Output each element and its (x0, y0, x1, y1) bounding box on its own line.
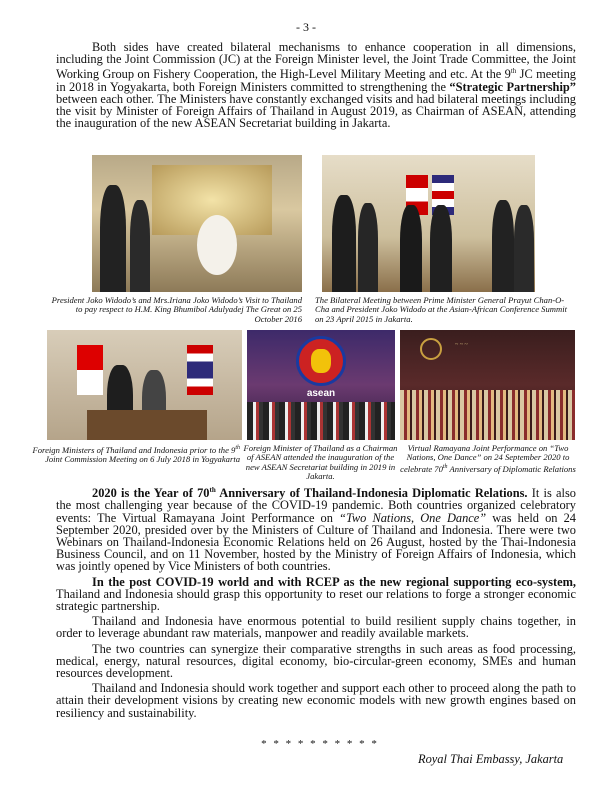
paragraph-supply-chains: Thailand and Indonesia have enormous potential to build resilient supply chains together, in order to leverage abundant raw materials, manpower and readily available markets. (56, 614, 576, 641)
page-number: - 3 - (296, 20, 316, 34)
caption-asean-secretariat: Foreign Minister of Thailand as a Chairman of ASEAN attended the inauguration of the new ASEAN Secretariat building in 2019 in Jakarta. (243, 443, 398, 482)
photo-foreign-ministers (47, 330, 242, 440)
caption-widodo-visit: President Joko Widodo’s and Mrs.Iriana Joko Widodo’s Visit to Thailand to pay respect to H.M. King Bhumibol Adulyadej The Great on 25 October 2016 (51, 295, 302, 324)
paragraph-bilateral-mechanisms: Both sides have created bilateral mechanisms to enhance cooperation in all dimensions, including the Joint Commission (JC) at the Foreign Minister level, the Joint Trade Committee, the Joint Working Group on Fishery Cooperation, the High-Level Military Meeting and etc. At the 9th JC meeting in 2018 in Yogyakarta, both Foreign Ministers committed to strengthening the “Strategic Partnership” between each other. The Ministers have constantly exchanged visits and had bilateral meetings including the visit by Minister of Foreign Affairs of Thailand in August 2019, as Chairman of ASEAN, attending the inauguration of the new ASEAN Secretariat building in Jakarta. (56, 40, 577, 131)
caption-bilateral-meeting: The Bilateral Meeting between Prime Minister General Prayut Chan-O-Cha and President Joko Widodo at the Asian-African Conference Summit on 23 April 2015 in Jakarta. (315, 295, 567, 324)
paragraph-rcep: In the post COVID-19 world and with RCEP as the new regional supporting eco-system, Thailand and Indonesia should grasp this opportunity to reset our relations to forge a stronger economic strategic partnership. (56, 574, 576, 613)
caption-ramayana: Virtual Ramayana Joint Performance on “Two Nations, One Dance” on 24 September 2020 to celebrate 70th Anniversary of Diplomatic Relations (400, 443, 576, 474)
signature: Royal Thai Embassy, Jakarta (418, 752, 564, 766)
body-text (56, 484, 576, 722)
paragraph-anniversary: 2020 is the Year of 70th Anniversary of Thailand-Indonesia Diplomatic Relations. It is also the most challenging year because of the COVID-19 pandemic. Both countries organized celebratory events: The Virtual Ramayana Joint Performance on “Two Nations, One Dance” was held on 24 September 2020, presided over by the Ministers of Culture of Thailand and Indonesia. There were two Webinars on Thailand-Indonesia Economic Relations held on 26 August, hosted by the Thai-Indonesia Business Council, and on 11 November, hosted by the Ministry of Foreign Affairs of Indonesia, which was jointly opened by Vice Ministers of both countries. (56, 486, 576, 574)
paragraph-synergize: The two countries can synergize their comparative strengths in such areas as food processing, medical, energy, natural resources, digital economy, bio-circular-green economy, SMEs and human resources development. (56, 641, 576, 680)
paragraph-work-together: Thailand and Indonesia should work together and support each other to proceed along the path to attain their development visions by creating new economic models with new growth engines based on resiliency and sustainability. (56, 681, 576, 720)
caption-foreign-ministers: Foreign Ministers of Thailand and Indonesia prior to the 9th Joint Commission Meeting on 6 July 2018 in Yogyakarta (32, 444, 240, 465)
photo-asean-secretariat: asean (247, 330, 395, 440)
photo-ramayana: ~ ~ ~ (400, 330, 575, 440)
photo-bilateral-meeting (322, 155, 535, 292)
photo-widodo-visit (92, 155, 302, 292)
separator-stars: * * * * * * * * * * (261, 738, 379, 750)
